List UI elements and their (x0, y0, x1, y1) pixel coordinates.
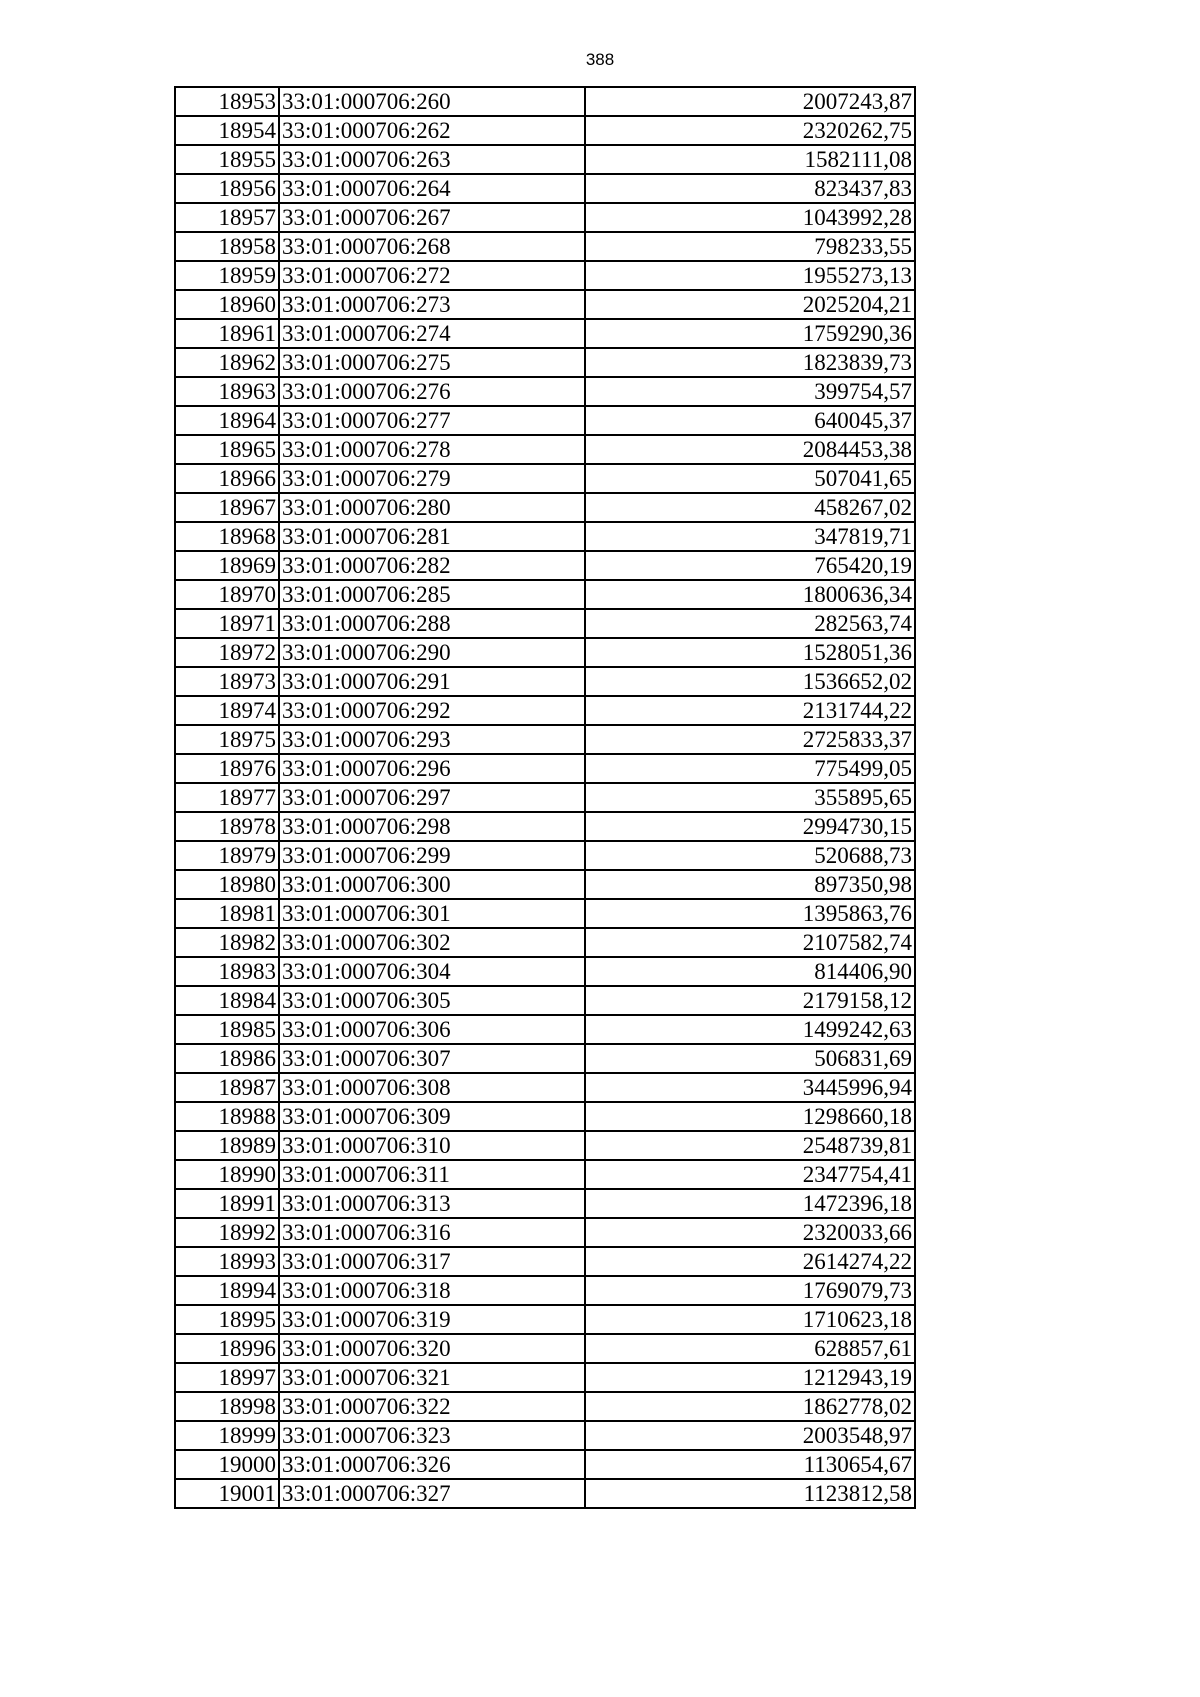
table-row (175, 1218, 915, 1247)
row-number: 18981 (175, 899, 279, 928)
cadastral-number: 33:01:000706:274 (279, 319, 585, 348)
table-row (175, 725, 915, 754)
cadastral-number: 33:01:000706:313 (279, 1189, 585, 1218)
cadastral-number: 33:01:000706:302 (279, 928, 585, 957)
row-number: 18994 (175, 1276, 279, 1305)
table-row (175, 609, 915, 638)
cadastral-value: 1123812,58 (585, 1479, 915, 1508)
table-body (175, 87, 915, 1508)
table-row (175, 957, 915, 986)
cadastral-value: 2614274,22 (585, 1247, 915, 1276)
cadastral-number: 33:01:000706:322 (279, 1392, 585, 1421)
table-row (175, 1276, 915, 1305)
cadastral-value: 1759290,36 (585, 319, 915, 348)
table-row (175, 1131, 915, 1160)
row-number: 18989 (175, 1131, 279, 1160)
row-number: 18999 (175, 1421, 279, 1450)
cadastral-value: 520688,73 (585, 841, 915, 870)
row-number: 18987 (175, 1073, 279, 1102)
cadastral-value: 2003548,97 (585, 1421, 915, 1450)
cadastral-value: 628857,61 (585, 1334, 915, 1363)
cadastral-number: 33:01:000706:275 (279, 348, 585, 377)
table-row (175, 1479, 915, 1508)
row-number: 18969 (175, 551, 279, 580)
cadastral-number: 33:01:000706:298 (279, 812, 585, 841)
table-row (175, 203, 915, 232)
table-row (175, 290, 915, 319)
row-number: 18977 (175, 783, 279, 812)
cadastral-number: 33:01:000706:263 (279, 145, 585, 174)
cadastral-value: 1710623,18 (585, 1305, 915, 1334)
cadastral-number: 33:01:000706:310 (279, 1131, 585, 1160)
row-number: 18954 (175, 116, 279, 145)
cadastral-number: 33:01:000706:305 (279, 986, 585, 1015)
row-number: 18962 (175, 348, 279, 377)
cadastral-number: 33:01:000706:262 (279, 116, 585, 145)
cadastral-number: 33:01:000706:309 (279, 1102, 585, 1131)
table-row (175, 145, 915, 174)
row-number: 18958 (175, 232, 279, 261)
cadastral-value: 814406,90 (585, 957, 915, 986)
row-number: 18966 (175, 464, 279, 493)
cadastral-value: 2994730,15 (585, 812, 915, 841)
row-number: 18980 (175, 870, 279, 899)
cadastral-number: 33:01:000706:282 (279, 551, 585, 580)
table-row (175, 1160, 915, 1189)
cadastral-value: 2320262,75 (585, 116, 915, 145)
table-row (175, 406, 915, 435)
table-row (175, 174, 915, 203)
row-number: 18978 (175, 812, 279, 841)
cadastral-value: 2107582,74 (585, 928, 915, 957)
cadastral-value: 1212943,19 (585, 1363, 915, 1392)
cadastral-value: 399754,57 (585, 377, 915, 406)
cadastral-number: 33:01:000706:317 (279, 1247, 585, 1276)
cadastral-number: 33:01:000706:297 (279, 783, 585, 812)
table-row (175, 319, 915, 348)
cadastral-number: 33:01:000706:290 (279, 638, 585, 667)
table-row (175, 1450, 915, 1479)
cadastral-value: 1472396,18 (585, 1189, 915, 1218)
cadastral-number: 33:01:000706:273 (279, 290, 585, 319)
cadastral-number: 33:01:000706:300 (279, 870, 585, 899)
cadastral-value: 347819,71 (585, 522, 915, 551)
row-number: 18971 (175, 609, 279, 638)
cadastral-number: 33:01:000706:327 (279, 1479, 585, 1508)
cadastral-number: 33:01:000706:260 (279, 87, 585, 116)
table-row (175, 493, 915, 522)
cadastral-number: 33:01:000706:272 (279, 261, 585, 290)
row-number: 18996 (175, 1334, 279, 1363)
table-row (175, 986, 915, 1015)
cadastral-number: 33:01:000706:278 (279, 435, 585, 464)
table-row (175, 812, 915, 841)
row-number: 18993 (175, 1247, 279, 1276)
cadastral-value: 506831,69 (585, 1044, 915, 1073)
row-number: 18968 (175, 522, 279, 551)
cadastral-value: 640045,37 (585, 406, 915, 435)
row-number: 18982 (175, 928, 279, 957)
table-row (175, 696, 915, 725)
cadastral-value: 1499242,63 (585, 1015, 915, 1044)
cadastral-value: 798233,55 (585, 232, 915, 261)
row-number: 18957 (175, 203, 279, 232)
cadastral-value: 1955273,13 (585, 261, 915, 290)
cadastral-number: 33:01:000706:285 (279, 580, 585, 609)
row-number: 18975 (175, 725, 279, 754)
page-number: 388 (585, 50, 615, 69)
row-number: 18965 (175, 435, 279, 464)
cadastral-value: 2320033,66 (585, 1218, 915, 1247)
cadastral-value: 2725833,37 (585, 725, 915, 754)
cadastral-number: 33:01:000706:319 (279, 1305, 585, 1334)
table-row (175, 232, 915, 261)
cadastral-value: 458267,02 (585, 493, 915, 522)
cadastral-number: 33:01:000706:323 (279, 1421, 585, 1450)
cadastral-value: 1130654,67 (585, 1450, 915, 1479)
row-number: 18992 (175, 1218, 279, 1247)
cadastral-value: 765420,19 (585, 551, 915, 580)
cadastral-number: 33:01:000706:321 (279, 1363, 585, 1392)
cadastral-number: 33:01:000706:311 (279, 1160, 585, 1189)
table-row (175, 348, 915, 377)
table-row (175, 1015, 915, 1044)
cadastral-number: 33:01:000706:308 (279, 1073, 585, 1102)
cadastral-value: 1823839,73 (585, 348, 915, 377)
table-row (175, 870, 915, 899)
row-number: 18991 (175, 1189, 279, 1218)
table-row (175, 377, 915, 406)
row-number: 18976 (175, 754, 279, 783)
cadastral-number: 33:01:000706:288 (279, 609, 585, 638)
cadastral-number: 33:01:000706:326 (279, 1450, 585, 1479)
row-number: 18995 (175, 1305, 279, 1334)
cadastral-number: 33:01:000706:296 (279, 754, 585, 783)
cadastral-value: 2084453,38 (585, 435, 915, 464)
row-number: 18990 (175, 1160, 279, 1189)
cadastral-number: 33:01:000706:306 (279, 1015, 585, 1044)
cadastral-number: 33:01:000706:267 (279, 203, 585, 232)
row-number: 19001 (175, 1479, 279, 1508)
cadastral-value: 823437,83 (585, 174, 915, 203)
row-number: 18964 (175, 406, 279, 435)
cadastral-number: 33:01:000706:304 (279, 957, 585, 986)
table-row (175, 1189, 915, 1218)
row-number: 18983 (175, 957, 279, 986)
cadastral-value: 3445996,94 (585, 1073, 915, 1102)
row-number: 18997 (175, 1363, 279, 1392)
table-row (175, 667, 915, 696)
cadastral-number: 33:01:000706:307 (279, 1044, 585, 1073)
row-number: 18973 (175, 667, 279, 696)
row-number: 18960 (175, 290, 279, 319)
cadastral-value: 1862778,02 (585, 1392, 915, 1421)
table-row (175, 1363, 915, 1392)
cadastral-value: 1298660,18 (585, 1102, 915, 1131)
table-row (175, 580, 915, 609)
cadastral-number: 33:01:000706:279 (279, 464, 585, 493)
row-number: 19000 (175, 1450, 279, 1479)
cadastral-value: 897350,98 (585, 870, 915, 899)
row-number: 18974 (175, 696, 279, 725)
table-row (175, 435, 915, 464)
cadastral-number: 33:01:000706:301 (279, 899, 585, 928)
table-row (175, 261, 915, 290)
cadastral-number: 33:01:000706:281 (279, 522, 585, 551)
row-number: 18953 (175, 87, 279, 116)
table-row (175, 1305, 915, 1334)
row-number: 18963 (175, 377, 279, 406)
table-row (175, 899, 915, 928)
row-number: 18986 (175, 1044, 279, 1073)
table-row (175, 1044, 915, 1073)
cadastral-value: 1769079,73 (585, 1276, 915, 1305)
cadastral-number: 33:01:000706:320 (279, 1334, 585, 1363)
cadastral-number: 33:01:000706:316 (279, 1218, 585, 1247)
cadastral-value: 1800636,34 (585, 580, 915, 609)
cadastral-number: 33:01:000706:299 (279, 841, 585, 870)
row-number: 18979 (175, 841, 279, 870)
row-number: 18956 (175, 174, 279, 203)
cadastral-value: 2179158,12 (585, 986, 915, 1015)
row-number: 18955 (175, 145, 279, 174)
cadastral-value: 507041,65 (585, 464, 915, 493)
table-row (175, 464, 915, 493)
table-row (175, 1421, 915, 1450)
cadastral-number: 33:01:000706:268 (279, 232, 585, 261)
cadastral-value: 355895,65 (585, 783, 915, 812)
table-row (175, 87, 915, 116)
cadastral-value: 1043992,28 (585, 203, 915, 232)
table-row (175, 841, 915, 870)
cadastral-value: 2025204,21 (585, 290, 915, 319)
cadastral-value: 1582111,08 (585, 145, 915, 174)
table-row (175, 638, 915, 667)
cadastral-value: 1528051,36 (585, 638, 915, 667)
row-number: 18970 (175, 580, 279, 609)
cadastral-value: 2007243,87 (585, 87, 915, 116)
cadastral-value: 2548739,81 (585, 1131, 915, 1160)
cadastral-number: 33:01:000706:293 (279, 725, 585, 754)
cadastral-value: 2131744,22 (585, 696, 915, 725)
table-row (175, 1334, 915, 1363)
table-row (175, 1392, 915, 1421)
cadastral-value: 1536652,02 (585, 667, 915, 696)
cadastral-number: 33:01:000706:280 (279, 493, 585, 522)
table-row (175, 116, 915, 145)
cadastral-value: 2347754,41 (585, 1160, 915, 1189)
row-number: 18972 (175, 638, 279, 667)
cadastral-value: 1395863,76 (585, 899, 915, 928)
row-number: 18967 (175, 493, 279, 522)
row-number: 18959 (175, 261, 279, 290)
table-row (175, 783, 915, 812)
cadastral-number: 33:01:000706:277 (279, 406, 585, 435)
row-number: 18961 (175, 319, 279, 348)
cadastral-number: 33:01:000706:264 (279, 174, 585, 203)
cadastral-value: 775499,05 (585, 754, 915, 783)
row-number: 18998 (175, 1392, 279, 1421)
cadastral-number: 33:01:000706:318 (279, 1276, 585, 1305)
table-row (175, 754, 915, 783)
table-row (175, 1247, 915, 1276)
row-number: 18985 (175, 1015, 279, 1044)
table-row (175, 928, 915, 957)
cadastral-value: 282563,74 (585, 609, 915, 638)
table-row (175, 1102, 915, 1131)
table-row (175, 1073, 915, 1102)
cadastral-number: 33:01:000706:291 (279, 667, 585, 696)
row-number: 18984 (175, 986, 279, 1015)
table-row (175, 522, 915, 551)
row-number: 18988 (175, 1102, 279, 1131)
cadastral-value-table (174, 86, 916, 1509)
table-row (175, 551, 915, 580)
cadastral-number: 33:01:000706:292 (279, 696, 585, 725)
cadastral-number: 33:01:000706:276 (279, 377, 585, 406)
